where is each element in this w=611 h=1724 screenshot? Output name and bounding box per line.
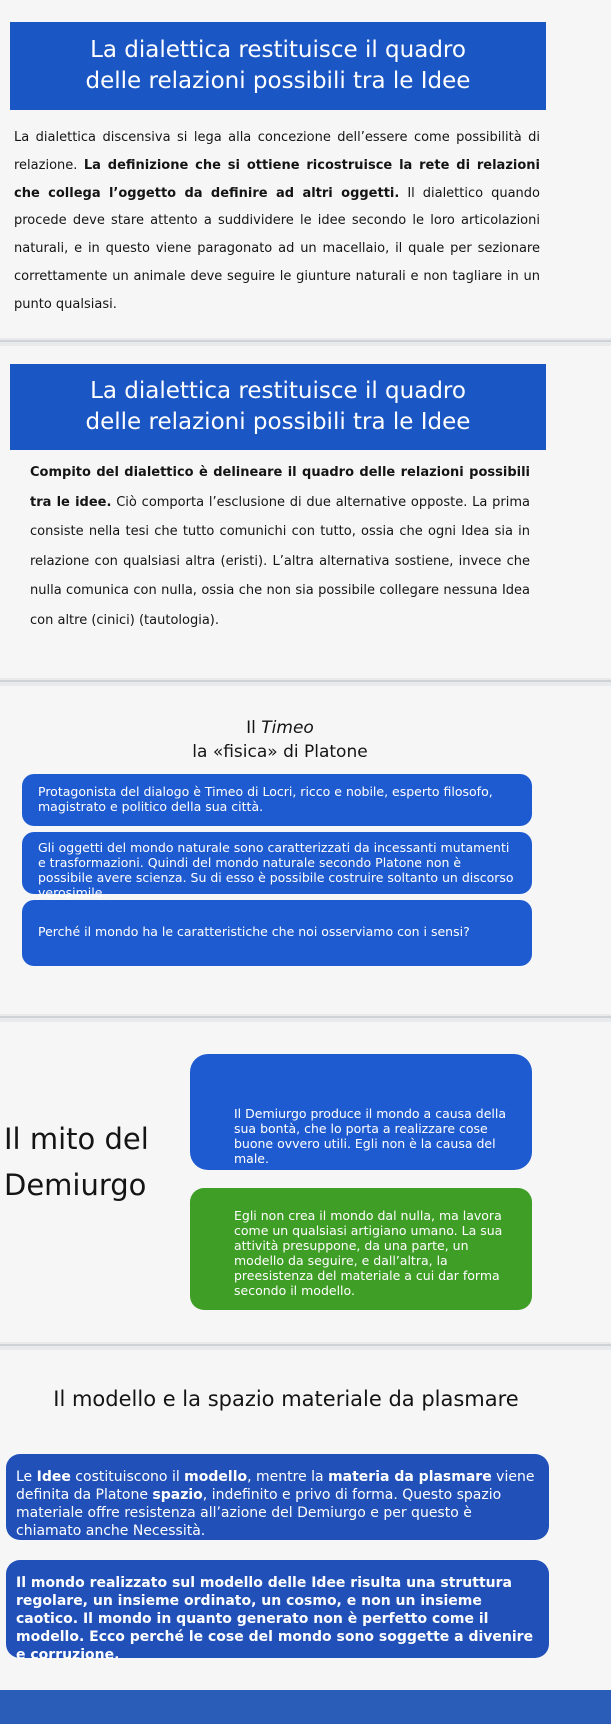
title-line-2: delle relazioni possibili tra le Idee — [85, 409, 471, 435]
slide-title — [0, 716, 560, 740]
slide-timeo — [0, 686, 611, 1014]
title-line-2: delle relazioni possibili tra le Idee — [85, 68, 471, 94]
slide-title — [10, 22, 546, 110]
divider — [0, 340, 611, 342]
slide-modello-spazio — [0, 1350, 611, 1724]
info-box-mondo-naturale: Gli oggetti del mondo naturale sono caratterizzati da incessanti mutamenti e trasformazioni. Quindi del mondo naturale secondo Platone non è possibile avere scienza. Su di esso è possibile costruire soltanto un discorso verosimile. — [22, 832, 532, 894]
box-bold: Idee — [36, 1469, 71, 1485]
divider — [0, 680, 611, 682]
paragraph-text: La dialettica discensiva si lega alla concezione dell’essere come possibilità di relazione. — [14, 130, 540, 173]
slide-title — [10, 364, 546, 450]
box-bold: spazio — [152, 1487, 203, 1503]
title-line-2: Demiurgo — [4, 1168, 147, 1202]
title-line-1: La dialettica restituisce il quadro — [90, 37, 466, 63]
info-box-domanda: Perché il mondo ha le caratteristiche che noi osserviamo con i sensi? — [22, 900, 532, 966]
paragraph-intro — [14, 124, 540, 319]
slide-title: Il modello e la spazio materiale da plasmare — [53, 1387, 519, 1411]
divider — [0, 1016, 611, 1018]
box-text: viene definita da Platone — [16, 1469, 535, 1503]
info-box-cosmo: Il mondo realizzato sul modello delle Idee risulta una struttura regolare, un insieme ordinato, un cosmo, e non un insieme caotico. Il mondo in quanto generato non è perfetto come il modello. Ecco perché le cose del mondo sono soggette a divenire e corruzione. — [6, 1560, 549, 1658]
info-box-artigiano: Egli non crea il mondo dal nulla, ma lavora come un qualsiasi artigiano umano. La sua attività presuppone, da una parte, un modello da seguire, e dall’altra, la preesistenza del materiale a cui dar forma secondo il modello. — [190, 1188, 532, 1310]
title-prefix: Il — [246, 718, 262, 738]
paragraph-bold: Compito del dialettico è delineare il quadro delle relazioni possibili tra le idee. — [30, 465, 530, 510]
info-box-protagonista: Protagonista del dialogo è Timeo di Locri, ricco e nobile, esperto filosofo, magistrato e politico della sua città. — [22, 774, 532, 826]
paragraph-text: Ciò comporta l’esclusione di due alternative opposte. La prima consiste nella tesi che tutto comunichi con tutto, ossia che ogni Idea sia in relazione con qualsiasi altra (eristi). L’altra alternativa sostiene, invece che nulla comunica con nulla, ossia che non sia possibile collegare nessuna Idea con altre (cinici) (tautologia). — [30, 494, 530, 628]
title-line-1: La dialettica restituisce il quadro — [90, 378, 466, 404]
info-box-bonta: Il Demiurgo produce il mondo a causa della sua bontà, che lo porta a realizzare cose buone ovvero utili. Egli non è la causa del male. — [190, 1054, 532, 1170]
slide-dialettica-2 — [0, 346, 611, 678]
title-italic: Timeo — [261, 718, 314, 738]
slide-title — [4, 1116, 149, 1208]
info-box-idee-materia — [6, 1454, 549, 1540]
slide-dialettica-1 — [0, 0, 611, 338]
box-text: , mentre la — [247, 1469, 329, 1485]
bottom-bar — [0, 1690, 611, 1724]
paragraph-text: Il dialettico quando procede deve stare attento a suddividere le idee secondo le loro articolazioni naturali, e in questo viene paragonato ad un macellaio, il quale per sezionare correttamente un animale deve seguire le giunture naturali e non tagliare in un punto qualsiasi. — [14, 185, 540, 312]
slide-subtitle: la «fisica» di Platone — [192, 742, 368, 762]
paragraph-compito — [30, 458, 530, 635]
box-bold: materia da plasmare — [328, 1469, 492, 1485]
slide-demiurgo — [0, 1022, 611, 1342]
box-text: Le — [16, 1469, 37, 1485]
box-text: , indefinito e privo di forma. Questo spazio materiale offre resistenza all’azione del Demiurgo e per questo è chiamato anche Necessità. — [16, 1487, 502, 1539]
paragraph-bold: La definizione che si ottiene ricostruisce la rete di relazioni che collega l’oggetto da definire ad altri oggetti. — [14, 157, 540, 201]
box-text: costituiscono il — [70, 1469, 185, 1485]
title-line-1: Il mito del — [4, 1122, 149, 1156]
box-bold: modello — [184, 1469, 248, 1485]
divider — [0, 1344, 611, 1346]
